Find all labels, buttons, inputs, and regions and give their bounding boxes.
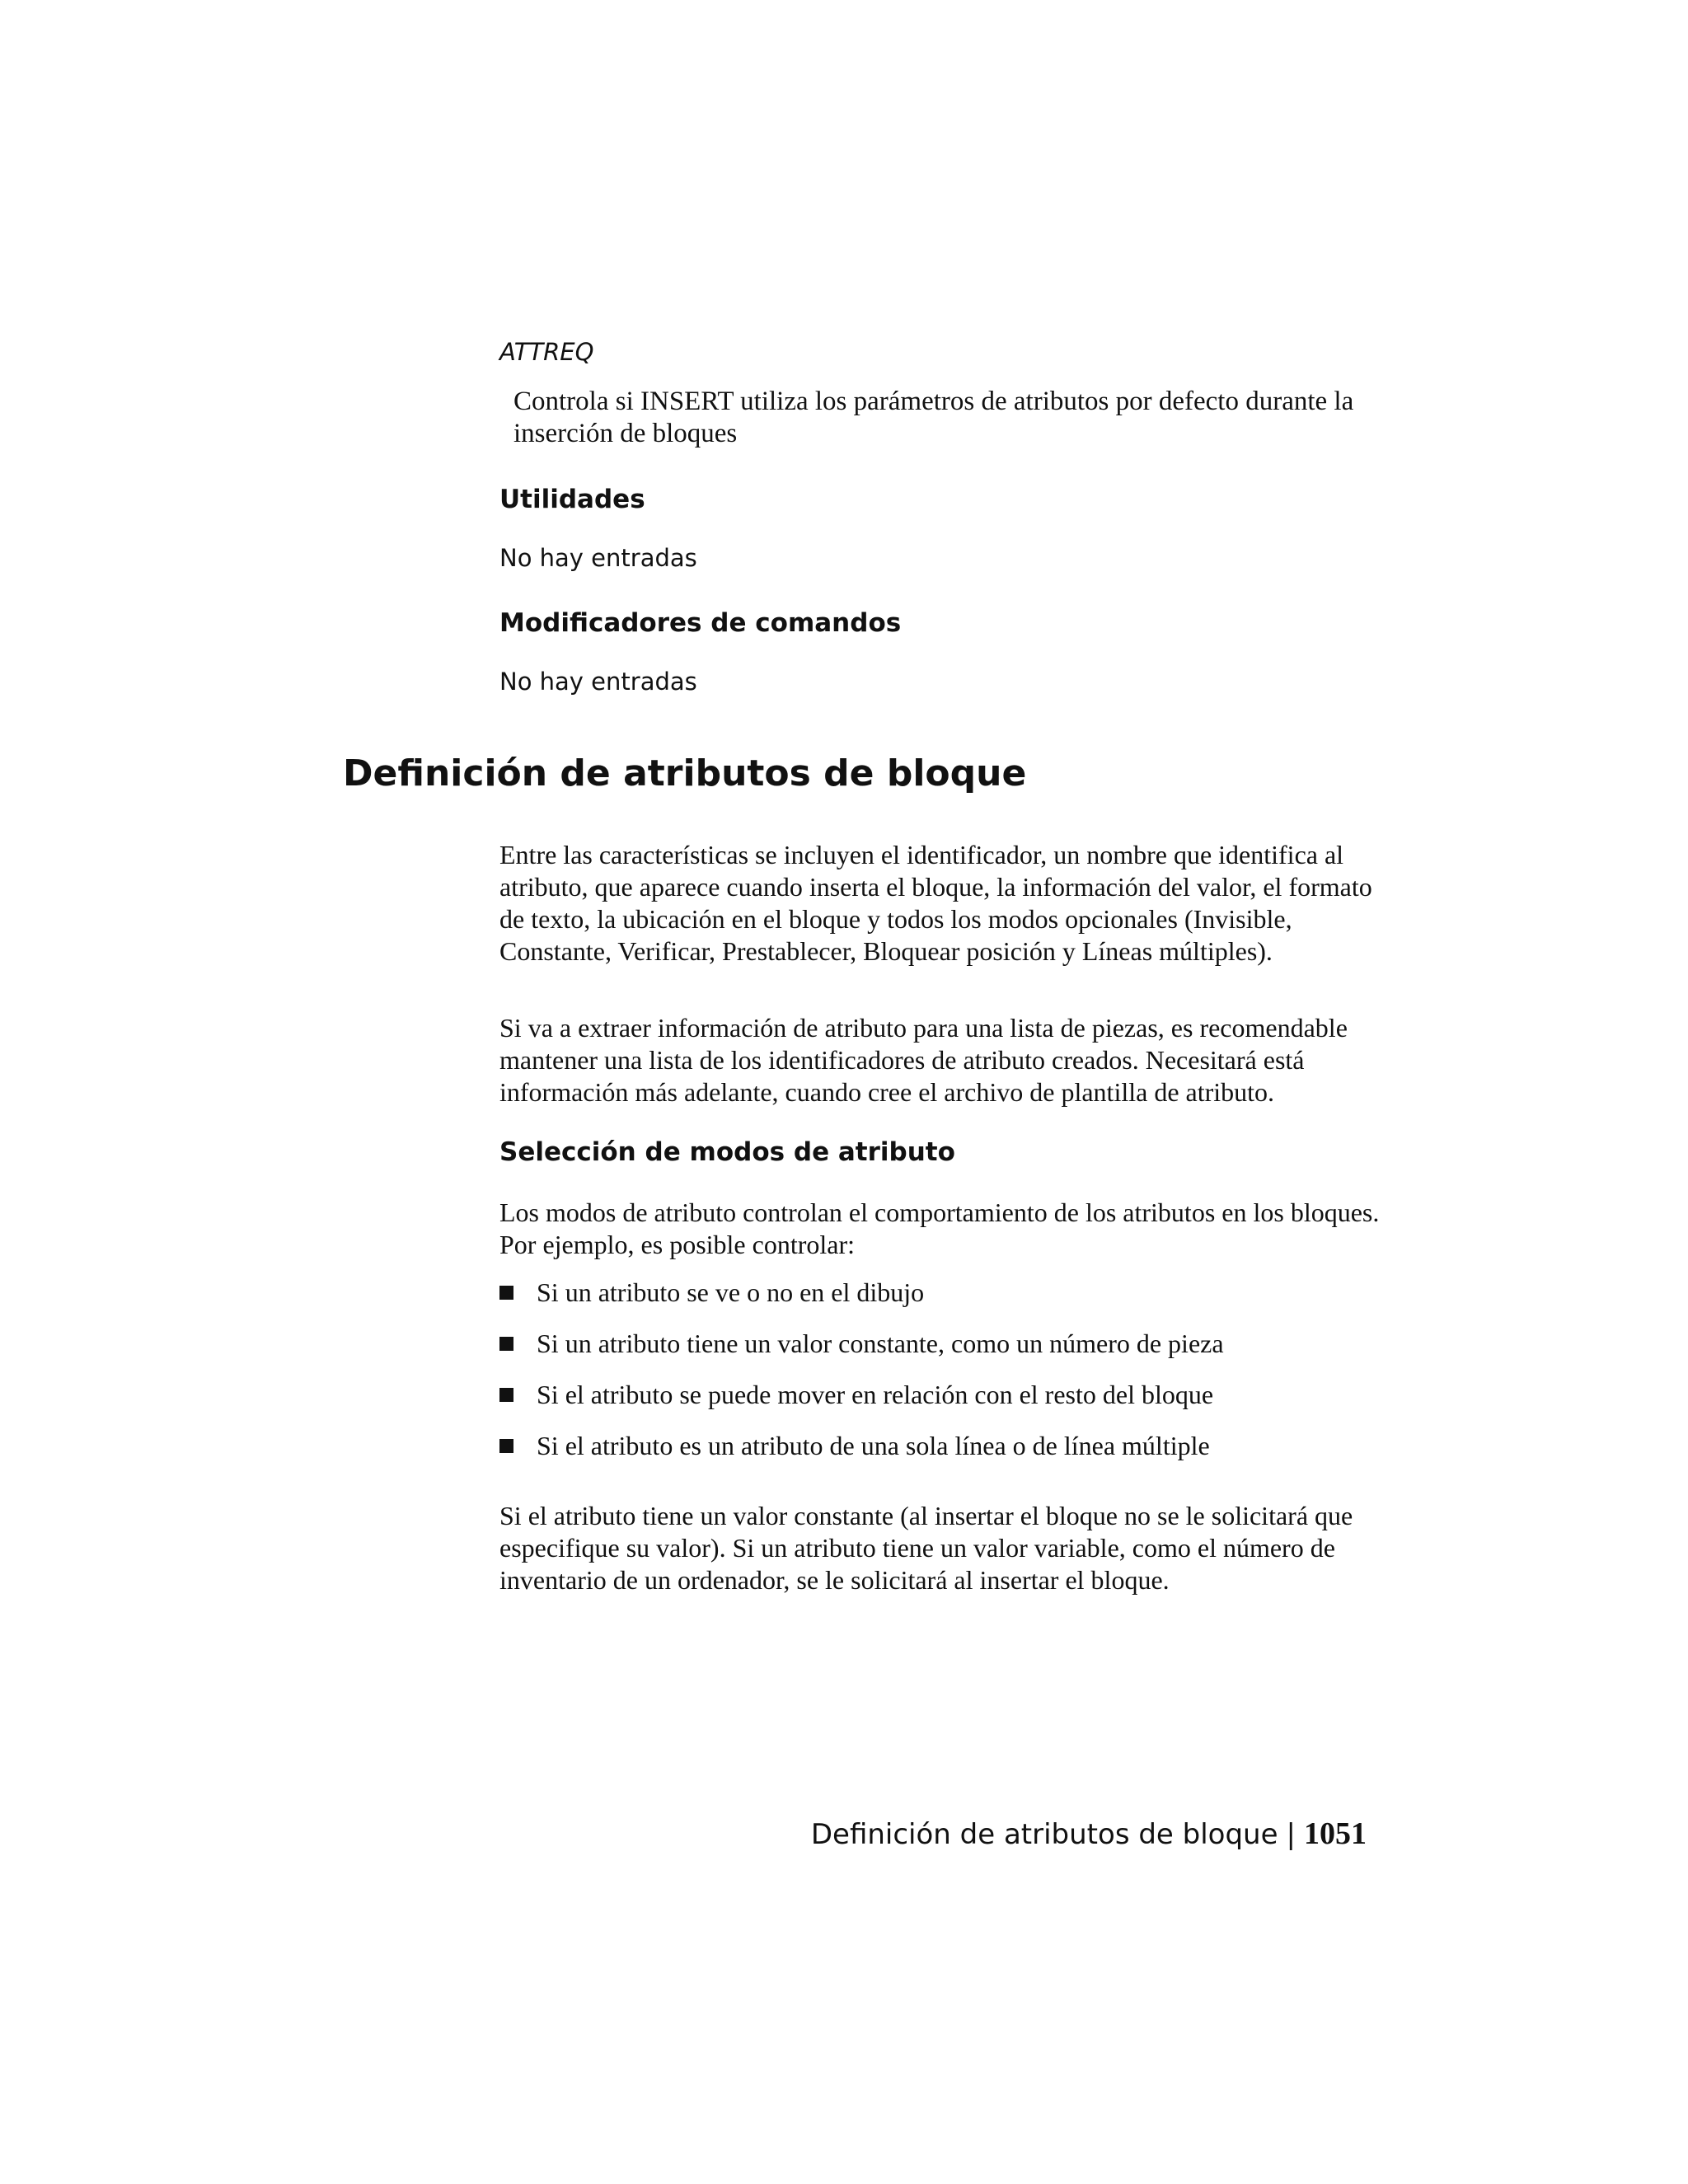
list-item-text: Si el atributo se puede mover en relación con el resto del bloque: [537, 1380, 1214, 1409]
section-paragraph-1: Entre las características se incluyen el identificador, un nombre que identifica al atributo, que aparece cuando inserta el bloque, la información del valor, el formato de texto, la ubicación en el bloque y todos los modos opcionales (Invisible, Constante, Verificar, Prestablecer, Bloquear posición y Líneas múltiples).: [499, 840, 1372, 966]
modifiers-text: No hay entradas: [499, 668, 697, 696]
list-item: [499, 1378, 1406, 1429]
list-item: [499, 1327, 1406, 1378]
subsection-intro: Los modos de atributo controlan el comportamiento de los atributos en los bloques. Por ejemplo, es posible controlar:: [499, 1197, 1380, 1259]
attribute-modes-list: [499, 1276, 1406, 1480]
utilities-text: No hay entradas: [499, 544, 697, 572]
list-item-text: Si un atributo se ve o no en el dibujo: [537, 1277, 925, 1307]
utilities-heading: Utilidades: [499, 485, 645, 514]
square-bullet-icon: [499, 1286, 513, 1300]
page-footer: [811, 1816, 1367, 1852]
footer-title: Definición de atributos de bloque: [810, 1818, 1278, 1851]
page-number: 1051: [1304, 1816, 1367, 1851]
section-paragraph-2: Si va a extraer información de atributo para una lista de piezas, es recomendable mantener una lista de los identificadores de atributo creados. Necesitará está información más adelante, cuando cree el archivo de plantilla de atributo.: [499, 1013, 1348, 1107]
list-item-text: Si un atributo tiene un valor constante, como un número de pieza: [537, 1329, 1224, 1358]
list-item: [499, 1276, 1406, 1327]
list-item: [499, 1429, 1406, 1480]
subsection-closing: Si el atributo tiene un valor constante (al insertar el bloque no se le solicitará que especifique su valor). Si un atributo tiene un valor variable, como el número de inventario de un ordenador, se le solicitará al insertar el bloque.: [499, 1501, 1353, 1595]
footer-separator: |: [1286, 1818, 1296, 1851]
square-bullet-icon: [499, 1337, 513, 1351]
sysvar-name: ATTREQ: [499, 338, 594, 366]
list-item-text: Si el atributo es un atributo de una sola línea o de línea múltiple: [537, 1431, 1210, 1460]
modifiers-heading: Modificadores de comandos: [499, 608, 902, 638]
section-title: Definición de atributos de bloque: [343, 752, 1027, 794]
sysvar-description: Controla si INSERT utiliza los parámetros de atributos por defecto durante la inserción de bloques: [513, 387, 1354, 448]
square-bullet-icon: [499, 1439, 513, 1453]
square-bullet-icon: [499, 1388, 513, 1402]
subsection-title: Selección de modos de atributo: [499, 1137, 955, 1167]
